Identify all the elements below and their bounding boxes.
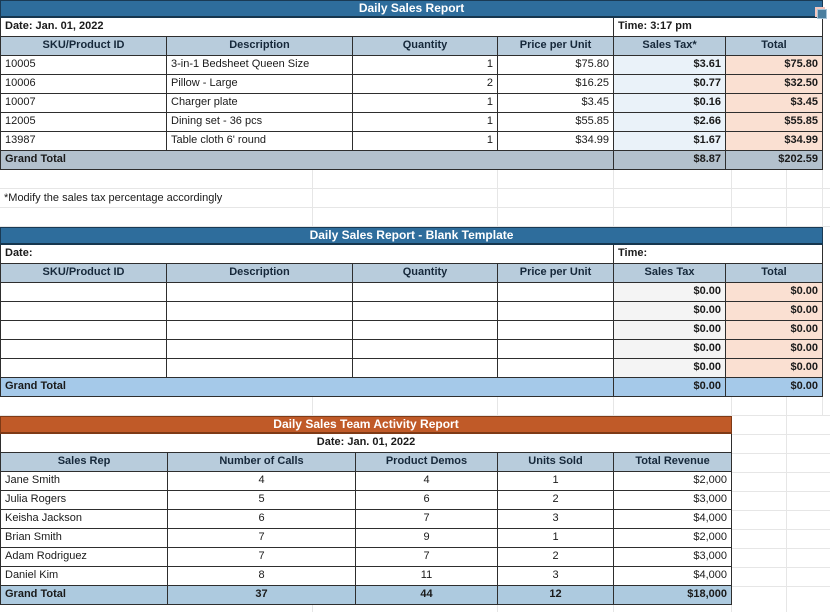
sales-tax-note[interactable]: *Modify the sales tax percentage accordingly (0, 189, 830, 208)
report3-date-cell[interactable]: Date: Jan. 01, 2022 (1, 434, 732, 453)
table-row (0, 472, 830, 491)
sheet-gap (0, 170, 830, 227)
empty-sheet-row[interactable] (0, 397, 830, 416)
cell-empty[interactable] (353, 359, 498, 378)
cell-total[interactable]: $3.45 (726, 94, 823, 113)
cell-empty[interactable] (1, 359, 167, 378)
gridline (786, 605, 787, 612)
cell-units[interactable]: 3 (498, 567, 614, 586)
cell-revenue[interactable]: $2,000 (614, 472, 732, 491)
cell-description[interactable]: Table cloth 6' round (167, 132, 353, 151)
cell-empty[interactable] (353, 283, 498, 302)
cell-demos[interactable]: 4 (356, 472, 498, 491)
report2-time-cell[interactable]: Time: (614, 245, 823, 264)
cell-total[interactable]: $0.00 (726, 283, 823, 302)
cell-price[interactable]: $34.99 (498, 132, 614, 151)
grand-total-total[interactable]: $202.59 (726, 151, 823, 170)
sheet-grid-area (732, 416, 830, 605)
cell-description[interactable]: 3-in-1 Bedsheet Queen Size (167, 56, 353, 75)
col-header-sku[interactable]: SKU/Product ID (1, 37, 167, 56)
cell-description[interactable]: Pillow - Large (167, 75, 353, 94)
cell-empty[interactable] (498, 321, 614, 340)
grand-total-revenue[interactable]: $18,000 (614, 586, 732, 605)
report1-grand-total-row (0, 151, 830, 170)
report3-title-bar[interactable]: Daily Sales Team Activity Report (0, 416, 732, 434)
col-header-total[interactable]: Total (726, 37, 823, 56)
report2-header-row (0, 264, 830, 283)
cell-units[interactable]: 1 (498, 472, 614, 491)
table-row (0, 302, 830, 321)
gridline (312, 605, 313, 612)
report1-date-cell[interactable]: Date: Jan. 01, 2022 (1, 18, 614, 37)
cell-rep-name[interactable]: Daniel Kim (1, 567, 168, 586)
grand-total-units[interactable]: 12 (498, 586, 614, 605)
table-row (0, 283, 830, 302)
table-row (0, 132, 830, 151)
cell-empty[interactable] (353, 321, 498, 340)
cell-price[interactable]: $75.80 (498, 56, 614, 75)
cell-units[interactable]: 2 (498, 548, 614, 567)
cell-price[interactable]: $55.85 (498, 113, 614, 132)
team-activity-table (0, 416, 830, 605)
cell-empty[interactable] (167, 302, 353, 321)
col-header-demos[interactable]: Product Demos (356, 453, 498, 472)
gridline (731, 605, 732, 612)
table-row (0, 340, 830, 359)
report2-meta-row (0, 245, 830, 264)
col-header-quantity[interactable]: Quantity (353, 264, 498, 283)
table-row (0, 94, 830, 113)
report1-title-bar[interactable]: Daily Sales Report (0, 0, 823, 18)
col-header-description[interactable]: Description (167, 37, 353, 56)
cell-empty[interactable] (167, 283, 353, 302)
cell-sku[interactable]: 10005 (1, 56, 167, 75)
cell-empty[interactable] (167, 340, 353, 359)
cell-empty[interactable] (1, 340, 167, 359)
cell-sales-tax[interactable]: $0.00 (614, 359, 726, 378)
col-header-sales-tax[interactable]: Sales Tax (614, 264, 726, 283)
cell-total[interactable]: $0.00 (726, 302, 823, 321)
grand-total-tax[interactable]: $0.00 (614, 378, 726, 397)
sheet-gap (0, 605, 830, 612)
cell-sku[interactable]: 12005 (1, 113, 167, 132)
gridline (497, 605, 498, 612)
grand-total-label[interactable]: Grand Total (1, 151, 614, 170)
cell-total[interactable]: $34.99 (726, 132, 823, 151)
table-row (0, 56, 830, 75)
report2-date-cell[interactable]: Date: (1, 245, 614, 264)
table-row (0, 567, 830, 586)
col-header-sku[interactable]: SKU/Product ID (1, 264, 167, 283)
col-header-sales-rep[interactable]: Sales Rep (1, 453, 168, 472)
cell-description[interactable]: Dining set - 36 pcs (167, 113, 353, 132)
report1-meta-row (0, 18, 830, 37)
cell-empty[interactable] (167, 321, 353, 340)
cell-price[interactable]: $3.45 (498, 94, 614, 113)
table-row (0, 548, 830, 567)
grand-total-calls[interactable]: 37 (168, 586, 356, 605)
cell-empty[interactable] (498, 359, 614, 378)
cell-sales-tax[interactable]: $0.00 (614, 340, 726, 359)
cell-description[interactable]: Charger plate (167, 94, 353, 113)
cell-quantity[interactable]: 2 (353, 75, 498, 94)
cell-empty[interactable] (353, 340, 498, 359)
report3-date-row (0, 434, 830, 453)
col-header-quantity[interactable]: Quantity (353, 37, 498, 56)
cell-total[interactable]: $0.00 (726, 321, 823, 340)
daily-sales-report-table (0, 0, 830, 170)
grand-total-tax[interactable]: $8.87 (614, 151, 726, 170)
cell-revenue[interactable]: $3,000 (614, 548, 732, 567)
cell-revenue[interactable]: $4,000 (614, 510, 732, 529)
cell-empty[interactable] (1, 302, 167, 321)
grand-total-label[interactable]: Grand Total (1, 586, 168, 605)
table-row (0, 113, 830, 132)
col-header-calls[interactable]: Number of Calls (168, 453, 356, 472)
cell-sku[interactable]: 10007 (1, 94, 167, 113)
cell-total[interactable]: $32.50 (726, 75, 823, 94)
table-row (0, 321, 830, 340)
empty-sheet-row[interactable] (0, 208, 830, 227)
gridline (786, 416, 787, 605)
cell-quantity[interactable]: 1 (353, 56, 498, 75)
grand-total-demos[interactable]: 44 (356, 586, 498, 605)
col-header-price[interactable]: Price per Unit (498, 37, 614, 56)
cell-empty[interactable] (167, 359, 353, 378)
cell-units[interactable]: 3 (498, 510, 614, 529)
cell-demos[interactable]: 6 (356, 491, 498, 510)
col-header-description[interactable]: Description (167, 264, 353, 283)
cell-revenue[interactable]: $3,000 (614, 491, 732, 510)
cell-empty[interactable] (498, 302, 614, 321)
cell-empty[interactable] (353, 302, 498, 321)
cell-revenue[interactable]: $4,000 (614, 567, 732, 586)
cell-sales-tax[interactable]: $3.61 (614, 56, 726, 75)
selection-handle-icon[interactable] (817, 9, 827, 19)
cell-empty[interactable] (498, 283, 614, 302)
empty-sheet-row[interactable] (0, 170, 830, 189)
cell-calls[interactable]: 8 (168, 567, 356, 586)
table-row (0, 529, 830, 548)
cell-sales-tax[interactable]: $2.66 (614, 113, 726, 132)
cell-sku[interactable]: 10006 (1, 75, 167, 94)
cell-total[interactable]: $55.85 (726, 113, 823, 132)
cell-sales-tax[interactable]: $0.16 (614, 94, 726, 113)
cell-empty[interactable] (1, 283, 167, 302)
cell-revenue[interactable]: $2,000 (614, 529, 732, 548)
cell-units[interactable]: 2 (498, 491, 614, 510)
cell-calls[interactable]: 5 (168, 491, 356, 510)
col-header-revenue[interactable]: Total Revenue (614, 453, 732, 472)
cell-empty[interactable] (1, 321, 167, 340)
cell-calls[interactable]: 7 (168, 548, 356, 567)
report2-title-bar[interactable]: Daily Sales Report - Blank Template (0, 227, 823, 245)
cell-calls[interactable]: 7 (168, 529, 356, 548)
cell-rep-name[interactable]: Keisha Jackson (1, 510, 168, 529)
cell-rep-name[interactable]: Adam Rodriguez (1, 548, 168, 567)
table-row (0, 359, 830, 378)
blank-template-table (0, 227, 830, 397)
cell-rep-name[interactable]: Brian Smith (1, 529, 168, 548)
cell-quantity[interactable]: 1 (353, 94, 498, 113)
report2-grand-total-row (0, 378, 830, 397)
grand-total-label[interactable]: Grand Total (1, 378, 614, 397)
cell-rep-name[interactable]: Jane Smith (1, 472, 168, 491)
cell-sales-tax[interactable]: $0.00 (614, 321, 726, 340)
cell-sales-tax[interactable]: $0.77 (614, 75, 726, 94)
cell-demos[interactable]: 9 (356, 529, 498, 548)
report3-header-row (0, 453, 830, 472)
cell-demos[interactable]: 7 (356, 510, 498, 529)
cell-empty[interactable] (498, 340, 614, 359)
cell-demos[interactable]: 11 (356, 567, 498, 586)
report1-time-cell[interactable]: Time: 3:17 pm (614, 18, 823, 37)
cell-sku[interactable]: 13987 (1, 132, 167, 151)
gridline (613, 605, 614, 612)
col-header-sales-tax[interactable]: Sales Tax* (614, 37, 726, 56)
cell-total[interactable]: $0.00 (726, 340, 823, 359)
sheet-gap (0, 397, 830, 416)
col-header-price[interactable]: Price per Unit (498, 264, 614, 283)
cell-quantity[interactable]: 1 (353, 113, 498, 132)
cell-rep-name[interactable]: Julia Rogers (1, 491, 168, 510)
cell-total[interactable]: $75.80 (726, 56, 823, 75)
cell-units[interactable]: 1 (498, 529, 614, 548)
cell-sales-tax[interactable]: $0.00 (614, 302, 726, 321)
grand-total-total[interactable]: $0.00 (726, 378, 823, 397)
cell-price[interactable]: $16.25 (498, 75, 614, 94)
cell-calls[interactable]: 6 (168, 510, 356, 529)
cell-quantity[interactable]: 1 (353, 132, 498, 151)
cell-sales-tax[interactable]: $0.00 (614, 283, 726, 302)
report1-header-row (0, 37, 830, 56)
col-header-units[interactable]: Units Sold (498, 453, 614, 472)
col-header-total[interactable]: Total (726, 264, 823, 283)
table-row (0, 75, 830, 94)
cell-calls[interactable]: 4 (168, 472, 356, 491)
table-row (0, 510, 830, 529)
report3-grand-total-row (0, 586, 830, 605)
cell-total[interactable]: $0.00 (726, 359, 823, 378)
cell-sales-tax[interactable]: $1.67 (614, 132, 726, 151)
table-row (0, 491, 830, 510)
cell-demos[interactable]: 7 (356, 548, 498, 567)
